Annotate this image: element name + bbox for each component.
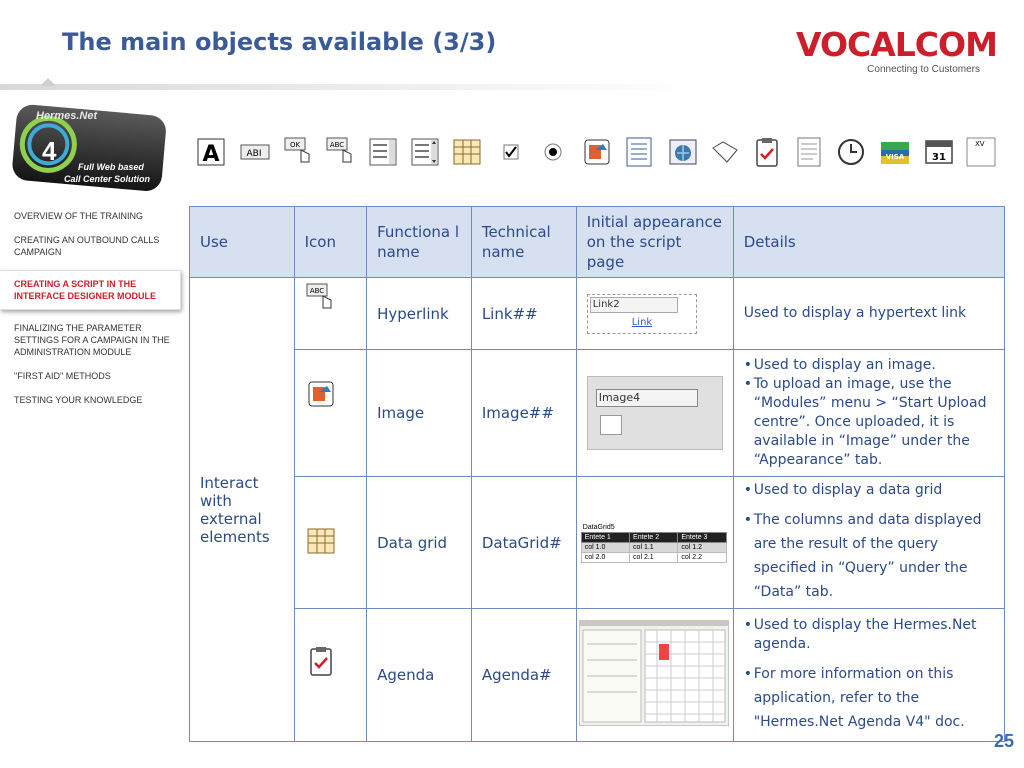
- badge-brand: Hermes.Net: [36, 110, 98, 122]
- functional-name-cell: Image: [367, 350, 472, 477]
- agenda-icon: [305, 645, 337, 677]
- details-cell: [733, 350, 1004, 477]
- table-row-image: [190, 350, 1005, 477]
- agenda-preview: [579, 620, 729, 726]
- preview-grid-header: [581, 532, 726, 542]
- technical-name-cell: Image##: [471, 350, 576, 477]
- header-technical-name: Technical name: [471, 207, 576, 278]
- preview-link: Link: [631, 316, 653, 328]
- xml-icon[interactable]: [965, 136, 997, 168]
- badge-line1: Full Web based: [78, 162, 144, 172]
- image-preview: [587, 376, 723, 450]
- nav-creating-script[interactable]: CREATING A SCRIPT IN THE INTERFACE DESIGNER MODULE: [0, 270, 181, 310]
- radio-icon[interactable]: [537, 136, 569, 168]
- details-bullet: • Used to display the Hermes.Net agenda.: [744, 616, 994, 654]
- details-cell: [733, 477, 1004, 609]
- image-icon: [305, 378, 337, 410]
- datagrid-preview: [581, 523, 727, 563]
- agenda-icon[interactable]: [751, 136, 783, 168]
- page-number: 25: [993, 731, 1014, 751]
- preview-grid-cell: col 2.1: [630, 552, 678, 562]
- calendar-icon[interactable]: [923, 136, 955, 168]
- memo-icon[interactable]: [623, 136, 655, 168]
- functional-name-cell: Hyperlink: [367, 278, 472, 350]
- button-icon[interactable]: [283, 136, 315, 168]
- clock-icon[interactable]: [835, 136, 867, 168]
- technical-name-cell: Link##: [471, 278, 576, 350]
- folder-icon[interactable]: [709, 136, 741, 168]
- document-icon[interactable]: [793, 136, 825, 168]
- object-toolbar: [195, 136, 1005, 172]
- svg-text:OK: OK: [289, 141, 301, 149]
- checkbox-icon[interactable]: [495, 136, 527, 168]
- preview-grid-cell: Entete 1: [581, 532, 629, 542]
- functional-name-cell: Agenda: [367, 609, 472, 742]
- hyperlink-icon: [305, 282, 337, 314]
- nav-testing-knowledge[interactable]: TESTING YOUR KNOWLEDGE: [14, 395, 143, 405]
- logo-wordmark: VOCALCOM: [796, 25, 997, 64]
- icon-cell: [294, 609, 366, 742]
- hyperlink-preview: [587, 294, 697, 334]
- appearance-cell: [576, 477, 733, 609]
- preview-image-box: [600, 415, 622, 435]
- technical-name-cell: DataGrid#: [471, 477, 576, 609]
- table-header-row: [190, 207, 1005, 278]
- badge-line2: Call Center Solution: [64, 174, 151, 184]
- combobox-icon[interactable]: [409, 136, 441, 168]
- details-text: Used to display a hypertext link: [743, 305, 967, 321]
- preview-grid-cell: col 2.2: [678, 552, 726, 562]
- vocalcom-logo: [796, 25, 997, 83]
- appearance-cell: [576, 278, 733, 350]
- logo-tagline: Connecting to Customers: [867, 64, 980, 75]
- table-row-hyperlink: [190, 278, 1005, 350]
- svg-text:ABC: ABC: [329, 141, 345, 149]
- svg-text:ABI: ABI: [246, 149, 262, 159]
- textbox-icon[interactable]: [239, 136, 271, 168]
- page-title: The main objects available (3/3): [62, 28, 497, 56]
- badge-version: 4: [42, 136, 57, 166]
- hermes-net-badge: [8, 104, 172, 196]
- sidebar-nav: [0, 210, 182, 418]
- icon-cell: [294, 477, 366, 609]
- preview-grid-cell: Entete 3: [678, 532, 726, 542]
- technical-name-cell: Agenda#: [471, 609, 576, 742]
- table-row-datagrid: [190, 477, 1005, 609]
- nav-overview-training[interactable]: OVERVIEW OF THE TRAINING: [14, 211, 144, 221]
- appearance-cell: [576, 609, 733, 742]
- details-bullet: • For more information on this application, refer to the "Hermes.Net Agenda V4" doc.: [744, 662, 994, 734]
- hyperlink-icon[interactable]: [325, 136, 357, 168]
- icon-cell: [294, 350, 366, 477]
- preview-grid: [581, 532, 727, 563]
- details-bullet: • Used to display an image.: [744, 356, 994, 375]
- table-row-agenda: [190, 609, 1005, 742]
- nav-first-aid[interactable]: "FIRST AID" METHODS: [14, 371, 111, 381]
- listbox-icon[interactable]: [367, 136, 399, 168]
- header-initial-appearance: Initial appearance on the script page: [576, 207, 733, 278]
- datagrid-icon[interactable]: [451, 136, 483, 168]
- nav-creating-outbound-campaign[interactable]: CREATING AN OUTBOUND CALLS CAMPAIGN: [14, 235, 160, 257]
- preview-title: DataGrid5: [582, 523, 615, 531]
- header-divider: [0, 84, 700, 90]
- image-icon[interactable]: [581, 136, 613, 168]
- card-icon[interactable]: [879, 136, 911, 168]
- appearance-cell: [576, 350, 733, 477]
- preview-grid-row: [581, 552, 726, 562]
- svg-text:ABC: ABC: [309, 287, 324, 295]
- preview-grid-row: [581, 542, 726, 552]
- details-bullet: • The columns and data displayed are the result of the query specified in “Query” under the “Data” tab.: [744, 508, 994, 604]
- preview-grid-cell: Entete 2: [630, 532, 678, 542]
- header-notch: [40, 78, 56, 86]
- header-details: Details: [733, 207, 1004, 278]
- header-icon: Icon: [294, 207, 366, 278]
- preview-grid-cell: col 1.1: [630, 542, 678, 552]
- preview-title: Image4: [596, 389, 698, 407]
- header-functional-name: Functiona l name: [367, 207, 472, 278]
- details-cell: [733, 609, 1004, 742]
- nav-finalizing-parameters[interactable]: FINALIZING THE PARAMETER SETTINGS FOR A CAMPAIGN IN THE ADMINISTRATION MODULE: [14, 323, 170, 357]
- preview-grid-cell: col 1.2: [678, 542, 726, 552]
- header-use: Use: [190, 207, 295, 278]
- use-cell: Interact with external elements: [190, 278, 295, 742]
- preview-title: Link2: [590, 297, 678, 313]
- preview-grid-cell: col 2.0: [581, 552, 629, 562]
- details-bullet: • To upload an image, use the “Modules” menu > “Start Upload centre”. Once uploaded, it is available in “Image” under the “Appearance” tab.: [744, 375, 994, 470]
- svg-text:31: 31: [932, 152, 946, 163]
- svg-text:A: A: [202, 142, 220, 167]
- icon-cell: [294, 278, 366, 350]
- svg-text:XV: XV: [975, 140, 985, 148]
- datagrid-icon: [305, 525, 337, 557]
- details-cell: [733, 278, 1004, 350]
- label-icon[interactable]: [195, 136, 227, 168]
- details-bullet: • Used to display a data grid: [744, 481, 994, 500]
- objects-table: [189, 206, 1005, 742]
- functional-name-cell: Data grid: [367, 477, 472, 609]
- browser-icon[interactable]: [667, 136, 699, 168]
- preview-grid-cell: col 1.0: [581, 542, 629, 552]
- svg-text:VISA: VISA: [885, 153, 905, 161]
